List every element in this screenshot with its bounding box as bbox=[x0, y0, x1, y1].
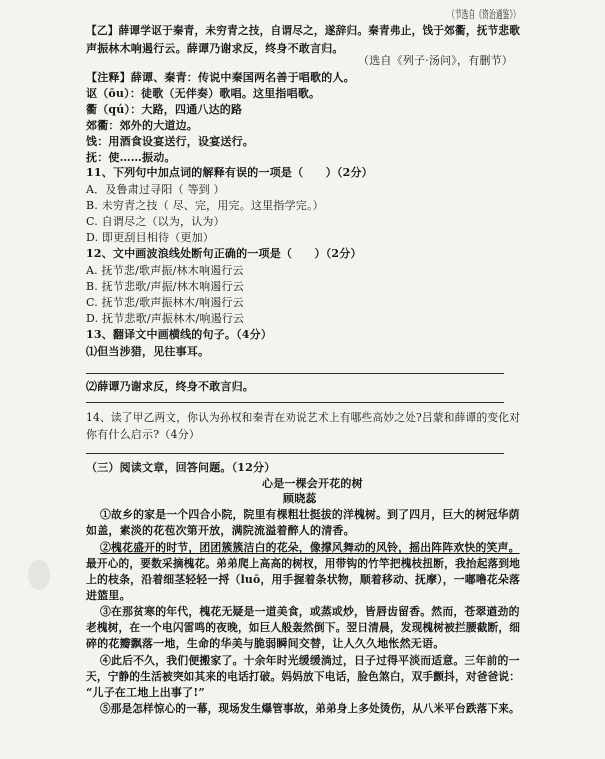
note-line: 讴（ōu）：徒歌（无伴奏）歌唱。这里指唱歌。 bbox=[86, 87, 321, 100]
source-liezi: （选自《列子·汤问》，有删节） bbox=[358, 54, 513, 67]
paragraph-line: 进篮里。 bbox=[86, 589, 131, 602]
passage-b-line-1: 【乙】薛谭学讴于秦青，未穷青之技，自谓尽之，遂辞归。秦青弗止，饯于郊衢，抚节悲歌 bbox=[86, 24, 521, 37]
passage-b-line-2-text: 声振林木响遏行云。薛谭乃谢求反，终身不敢言归。 bbox=[86, 42, 344, 55]
paragraph-line: 碎的花瓣飘落一地，生命的华美与脆弱瞬间交替，让人久久地怅然无语。 bbox=[86, 637, 445, 650]
question-11-stem: 11、下列句中加点词的解释有误的一项是（ ）（2分） bbox=[86, 166, 373, 179]
paragraph-line: 天，宁静的生活被突如其来的电话打破。妈妈放下电话，脸色煞白，双手颤抖，对爸爸说： bbox=[86, 670, 521, 683]
answer-line bbox=[86, 453, 504, 454]
paragraph-line: 如盖，素淡的花苞次第开放，满院流溢着醉人的清香。 bbox=[86, 524, 355, 537]
question-12-option: A. 抚节悲/歌声振/林木响遏行云 bbox=[86, 264, 244, 277]
note-line: 【注释】薛谭、秦青：传说中秦国两名善于唱歌的人。 bbox=[86, 71, 355, 84]
question-14-line-2: 你有什么启示?（4分） bbox=[86, 428, 201, 441]
question-11-option: B. 未穷青之技（ 尽、完，用完。这里指学完。） bbox=[86, 199, 324, 212]
paragraph-line: ④此后不久，我们便搬家了。十余年时光缓缓淌过，日子过得平淡而适意。三年前的一 bbox=[100, 654, 520, 667]
article-title: 心是一棵会开花的树 bbox=[262, 477, 363, 490]
note-line: 郊衢：郊外的大道边。 bbox=[86, 119, 198, 132]
question-13-stem: 13、翻译文中画横线的句子。（4分） bbox=[86, 328, 273, 341]
question-14-line-1: 14、读了甲乙两文，你认为孙权和秦青在劝说艺术上有哪些高妙之处?吕蒙和薛谭的变化对 bbox=[86, 411, 521, 424]
scan-smudge bbox=[28, 560, 50, 590]
paragraph-line: 上的枝条，沿着细茎轻轻一捋（luō，用手握着条状物，顺着移动、抚摩），一嘟噜花朵落 bbox=[86, 573, 521, 586]
question-13-item-1: ⑴但当涉猎，见往事耳。 bbox=[86, 345, 210, 358]
paragraph-line: 老槐树，在一个电闪雷鸣的夜晚，如巨人般轰然倒下。翌日清晨，发现槐树被拦腰截断，细 bbox=[86, 621, 521, 634]
question-11-option: C. 自谓尽之（以为，认为） bbox=[86, 215, 225, 228]
question-12-option: C. 抚节悲/歌声振林木/响遏行云 bbox=[86, 296, 244, 309]
question-12-stem: 12、文中画波浪线处断句正确的一项是（ ）（2分） bbox=[86, 247, 362, 260]
note-line: 衢（qú）：大路，四通八达的路 bbox=[86, 103, 243, 116]
source-zizhitongjian: （节选自《资治通鉴》） bbox=[448, 8, 520, 21]
article-author: 顾晓蕊 bbox=[283, 492, 317, 505]
paragraph-line: ③在那贫寒的年代，槐花无疑是一道美食，或蒸或炒，皆唇齿留香。然而，苍翠遒劲的 bbox=[100, 605, 520, 618]
paragraph-line: ⑤那是怎样惊心的一幕，现场发生爆管事故，弟弟身上多处烫伤，从八米平台跌落下来。 bbox=[100, 702, 520, 715]
note-line: 饯：用酒食设宴送行，设宴送行。 bbox=[86, 135, 254, 148]
question-11-option: D. 即更刮目相待（更加） bbox=[86, 231, 215, 244]
note-line: 抚：使……振动。 bbox=[86, 151, 176, 164]
answer-line bbox=[86, 373, 504, 374]
passage-b-line-2 bbox=[86, 42, 344, 56]
paragraph-line: ①故乡的家是一个四合小院，院里有棵粗壮挺拔的洋槐树。到了四月，巨大的树冠华荫 bbox=[100, 508, 520, 521]
paragraph-line: “儿子在工地上出事了!” bbox=[86, 686, 205, 699]
paragraph-line: 最开心的，要数采摘槐花。弟弟爬上高高的树杈，用带钩的竹竿把槐枝扭断，我抬起落到地 bbox=[86, 557, 521, 570]
question-12-option: D. 抚节悲歌/声振林木/响遏行云 bbox=[86, 312, 245, 325]
question-11-option: A．及鲁肃过寻阳（ 等到 ） bbox=[86, 183, 225, 196]
paragraph-line: ②槐花盛开的时节，团团簇簇洁白的花朵，像撑风舞动的风铃，摇出阵阵欢快的笑声。 bbox=[100, 541, 520, 554]
question-13-item-2: ⑵薛谭乃谢求反，终身不敢言归。 bbox=[86, 380, 254, 393]
question-12-option: B. 抚节悲歌/声振/林木响遏行云 bbox=[86, 280, 244, 293]
section-3-heading: （三）阅读文章，回答问题。（12分） bbox=[86, 461, 276, 474]
answer-line bbox=[86, 402, 504, 403]
